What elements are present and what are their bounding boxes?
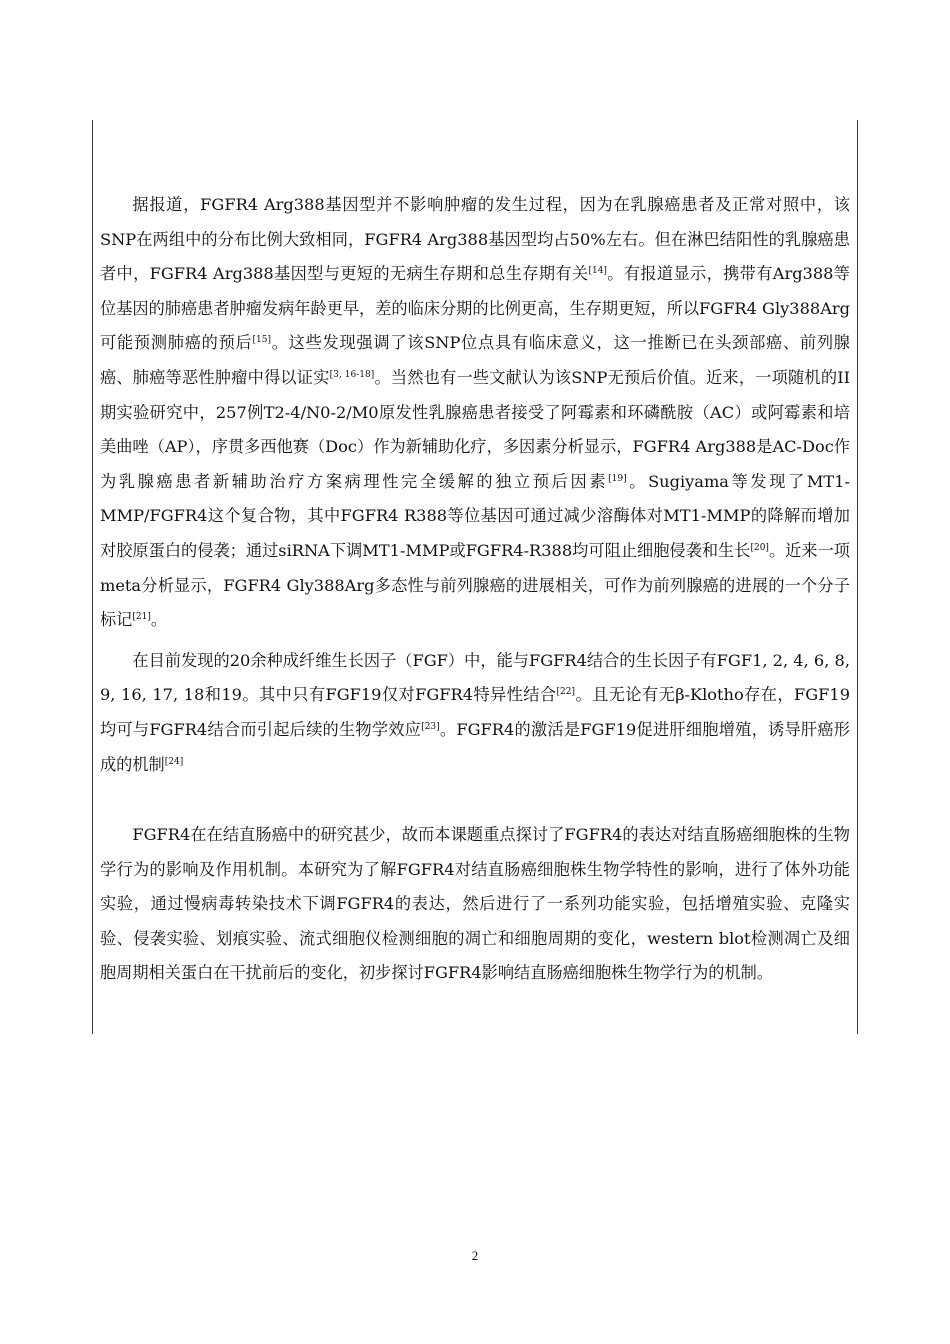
text-segment: 据报道，FGFR4 Arg388基因型并不影响肿瘤的发生过程，因为在乳腺癌患者及正常对照中，该SNP在两组中的分布比例大致相同，FGFR4 Arg388基因型均占50%左右。但在淋巴结阳性的乳腺癌患者中，FGFR4 Arg388基因型与更短的无病生存期和总生存期有关 bbox=[100, 195, 850, 284]
text-segment: 。这些发现强调了该SNP位点具有临床意义，这一推断已在头颈部癌、前列腺癌、肺癌等恶性肿瘤中得以证实 bbox=[100, 333, 850, 387]
citation-ref: [23] bbox=[421, 721, 440, 732]
page-number: 2 bbox=[471, 1248, 479, 1263]
text-segment: 。Sugiyama等发现了MT1-MMP/FGFR4这个复合物，其中FGFR4 R388等位基因可通过减少溶酶体对MT1-MMP的降解而增加对胶原蛋白的侵袭；通过siRNA下调MT1-MMP或FGFR4-R388均可阻止细胞侵袭和生长 bbox=[100, 471, 850, 560]
document-body bbox=[100, 188, 850, 991]
paragraph-fgf-ligands bbox=[100, 644, 850, 782]
citation-ref: [3, 16-18] bbox=[329, 369, 375, 380]
text-segment: 。近来一项meta分析显示，FGFR4 Gly388Arg多态性与前列腺癌的进展相关，可作为前列腺癌的进展的一个分子标记 bbox=[100, 540, 850, 630]
citation-ref: [21] bbox=[132, 612, 151, 623]
citation-ref: [20] bbox=[750, 542, 769, 553]
citation-ref: [15] bbox=[252, 335, 271, 346]
text-segment: 。有报道显示，携带有Arg388等位基因的肺癌患者肿瘤发病年龄更早，差的临床分期的比例更高，生存期更短，所以FGFR4 Gly388Arg可能预测肺癌的预后 bbox=[100, 264, 850, 353]
paragraph-study-aim bbox=[100, 818, 850, 991]
citation-ref: [22] bbox=[556, 687, 576, 698]
text-segment: 。FGFR4的激活是FGF19促进肝细胞增殖，诱导肝癌形成的机制 bbox=[100, 719, 850, 774]
citation-ref: [19] bbox=[608, 473, 627, 484]
text-segment: 在目前发现的20余种成纤维生长因子（FGF）中，能与FGFR4结合的生长因子有FGF1, 2, 4, 6, 8, 9, 16, 17, 18和19。其中只有FGF19仅对FGFR4特异性结合 bbox=[100, 650, 850, 705]
text-segment: 。 bbox=[150, 610, 168, 630]
paragraph-fgfr4-arg388 bbox=[100, 188, 850, 638]
citation-ref: [14] bbox=[588, 266, 607, 277]
text-segment: 。且无论有无β-Klotho存在，FGF19均可与FGFR4结合而引起后续的生物学效应 bbox=[100, 685, 850, 739]
text-segment: 。当然也有一些文献认为该SNP无预后价值。近来，一项随机的II期实验研究中，257例T2-4/N0-2/M0原发性乳腺癌患者接受了阿霉素和环磷酰胺（AC）或阿霉素和培美曲唑（AP），序贯多西他赛（Doc）作为新辅助化疗，多因素分析显示，FGFR4 Arg388是AC-Doc作为乳腺癌患者新辅助治疗方案病理性完全缓解的独立预后因素 bbox=[100, 367, 851, 491]
text-segment: FGFR4在在结直肠癌中的研究甚少，故而本课题重点探讨了FGFR4的表达对结直肠癌细胞株的生物学行为的影响及作用机制。本研究为了解FGFR4对结直肠癌细胞株生物学特性的影响，进行了体外功能实验，通过慢病毒转染技术下调FGFR4的表达，然后进行了一系列功能实验，包括增殖实验、克隆实验、侵袭实验、划痕实验、流式细胞仪检测细胞的凋亡和细胞周期的变化，western blot检测凋亡及细胞周期相关蛋白在干扰前后的变化，初步探讨FGFR4影响结直肠癌细胞株生物学行为的机制。 bbox=[100, 825, 850, 983]
citation-ref: [24] bbox=[164, 756, 184, 767]
